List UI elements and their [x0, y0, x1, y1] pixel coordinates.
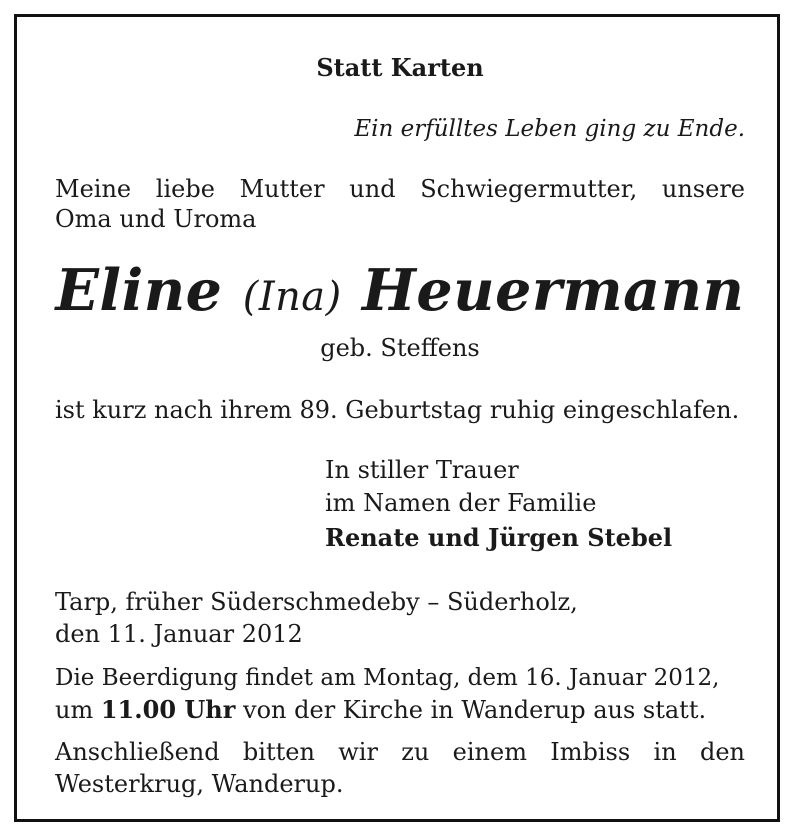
- intro-line-1: Meine liebe Mutter und Schwiegermutter, unsere: [55, 175, 745, 203]
- motto: Ein erfülltes Leben ging zu Ende.: [354, 116, 745, 142]
- last-name: Heuermann: [362, 257, 745, 324]
- funeral-line-1: Die Beerdigung findet am Montag, dem 16. Januar 2012,: [55, 665, 720, 691]
- funeral-line-2: [55, 695, 706, 725]
- first-name: Eline: [55, 257, 223, 324]
- mourners-line-1: In stiller Trauer: [325, 456, 519, 484]
- funeral-prefix: um: [55, 696, 94, 724]
- place-line: Tarp, früher Süderschmedeby – Süderholz,: [55, 588, 578, 616]
- mourners-line-2: im Namen der Familie: [325, 489, 597, 517]
- intro-line-2: Oma und Uroma: [55, 205, 257, 233]
- deceased-name: [55, 256, 745, 332]
- death-statement: ist kurz nach ihrem 89. Geburtstag ruhig eingeschlafen.: [55, 396, 740, 424]
- reception-line-2: Westerkrug, Wanderup.: [55, 770, 344, 798]
- notice-header: Statt Karten: [316, 53, 484, 82]
- mourners-names: Renate und Jürgen Stebel: [325, 523, 673, 552]
- birth-name: geb. Steffens: [320, 334, 480, 362]
- date-line: den 11. Januar 2012: [55, 620, 303, 648]
- funeral-suffix: von der Kirche in Wanderup aus statt.: [243, 696, 707, 724]
- funeral-time: 11.00 Uhr: [100, 695, 236, 724]
- nickname: (Ina): [242, 274, 342, 320]
- reception-line-1: Anschließend bitten wir zu einem Imbiss in den: [55, 738, 745, 766]
